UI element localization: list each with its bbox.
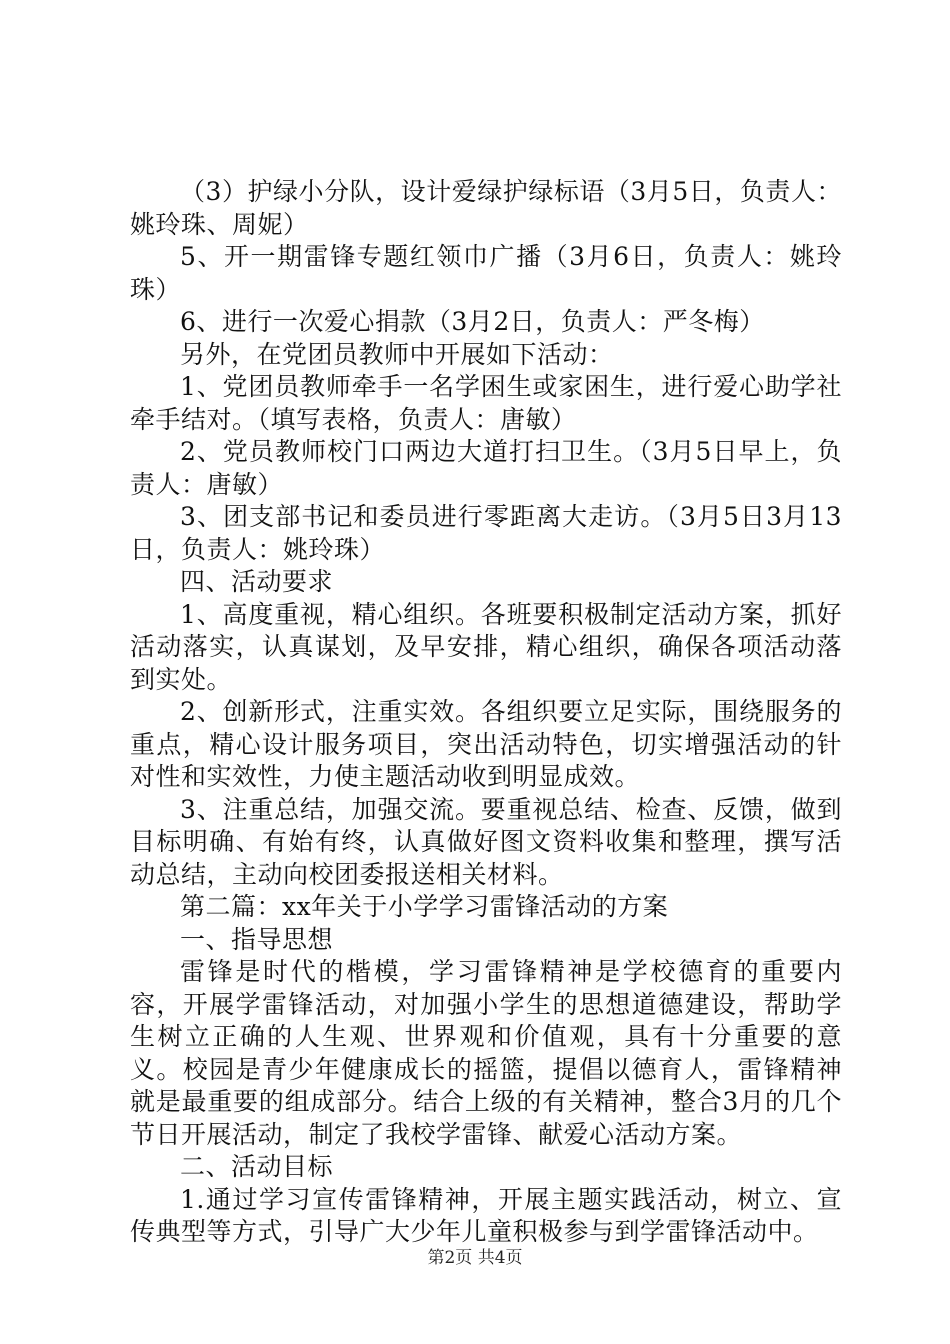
paragraph: 5、开一期雷锋专题红领巾广播（3月6日，负责人：姚玲珠） <box>130 242 842 304</box>
chapter-title: 第二篇：xx年关于小学学习雷锋活动的方案 <box>180 892 669 921</box>
paragraph: 3、团支部书记和委员进行零距离大走访。（3月5日3月13日，负责人：姚玲珠） <box>130 502 842 564</box>
paragraph: 1、高度重视，精心组织。各班要积极制定活动方案，抓好活动落实，认真谋划，及早安排，精心组织，确保各项活动落到实处。 <box>130 599 842 694</box>
section-heading: 四、活动要求 <box>180 567 334 596</box>
section-heading: 一、指导思想 <box>180 924 334 954</box>
paragraph: 2、党员教师校门口两边大道打扫卫生。（3月5日早上，负责人：唐敏） <box>130 437 842 499</box>
paragraph: 另外，在党团员教师中开展如下活动： <box>180 339 614 369</box>
document-body <box>130 176 842 1249</box>
paragraph: 雷锋是时代的楷模，学习雷锋精神是学校德育的重要内容，开展学雷锋活动，对加强小学生的思想道德建设，帮助学生树立正确的人生观、世界观和价值观，具有十分重要的意义。校园是青少年健康成长的摇篮，提倡以德育人，雷锋精神就是最重要的组成部分。结合上级的有关精神，整合3月的几个节日开展活动，制定了我校学雷锋、献爱心活动方案。 <box>130 957 842 1149</box>
paragraph: 1、党团员教师牵手一名学困生或家困生，进行爱心助学社牵手结对。（填写表格，负责人：唐敏） <box>130 372 842 434</box>
section-heading: 二、活动目标 <box>180 1152 334 1181</box>
paragraph: （3）护绿小分队，设计爱绿护绿标语（3月5日，负责人：姚玲珠、周妮） <box>130 177 842 239</box>
paragraph: 1.通过学习宣传雷锋精神，开展主题实践活动，树立、宣传典型等方式，引导广大少年儿童积极参与到学雷锋活动中。 <box>130 1184 842 1246</box>
paragraph: 6、进行一次爱心捐款（3月2日，负责人：严冬梅） <box>180 307 765 336</box>
paragraph: 2、创新形式，注重实效。各组织要立足实际，围绕服务的重点，精心设计服务项目，突出活动特色，切实增强活动的针对性和实效性，力使主题活动收到明显成效。 <box>130 697 842 791</box>
paragraph: 3、注重总结，加强交流。要重视总结、检查、反馈，做到目标明确、有始有终，认真做好图文资料收集和整理，撰写活动总结，主动向校团委报送相关材料。 <box>130 794 842 889</box>
page-footer: 第2页 共4页 <box>427 1248 523 1268</box>
